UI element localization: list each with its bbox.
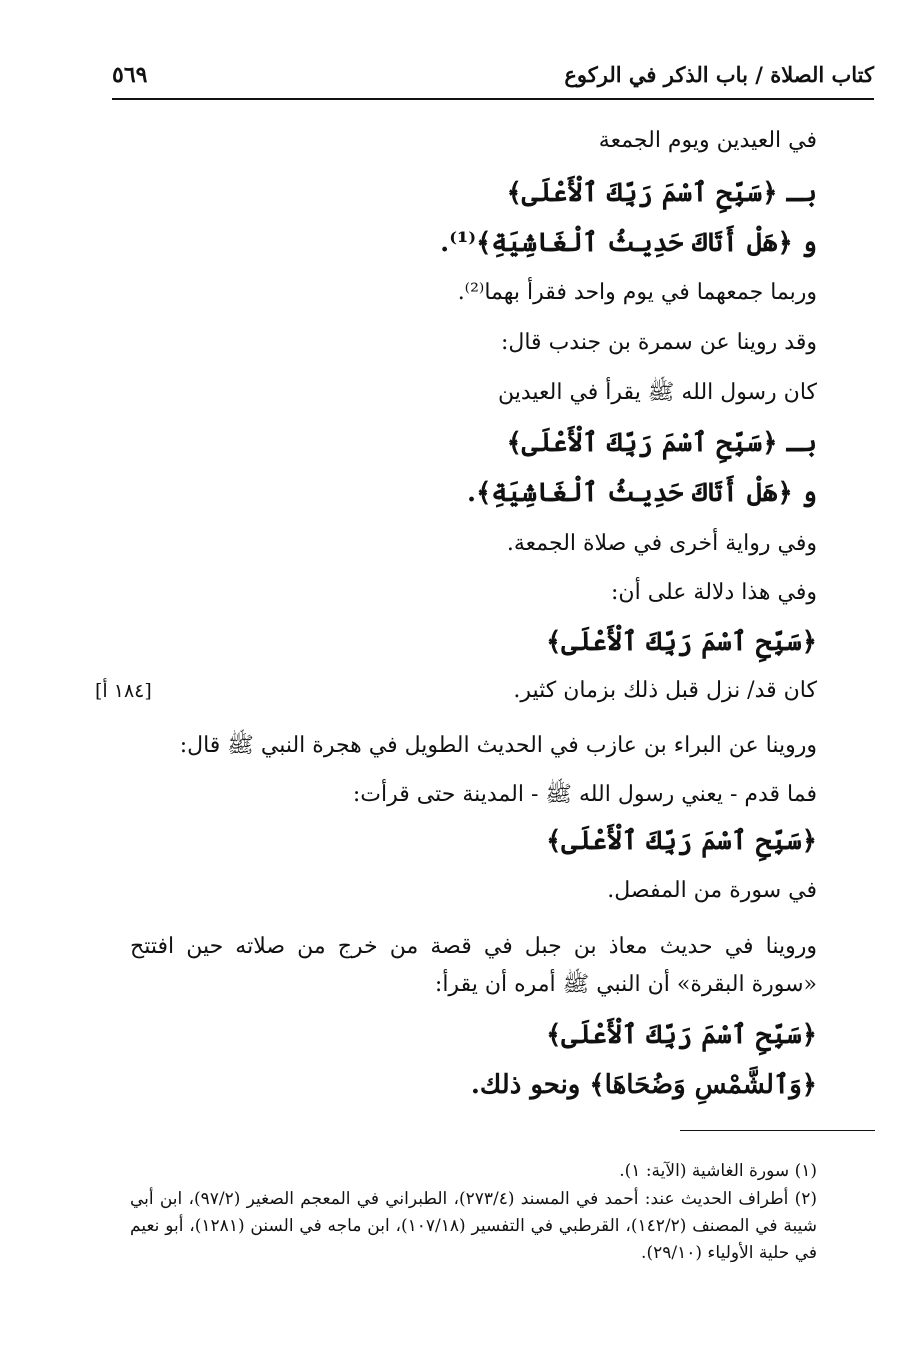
text-line: وروينا عن البراء بن عازب في الحديث الطويل في هجرة النبي ﷺ قال: [179,733,817,758]
verse-line: بـ ﴿سَبِّحِ ٱسْمَ رَبِّكَ ٱلْأَعْلَى﴾ [506,178,817,208]
text-line: كان قد/ نزل قبل ذلك بزمان كثير. [513,678,817,703]
running-header [112,58,874,100]
text-paragraph: وروينا في حديث معاذ بن جبل في قصة من خرج من صلاته حين افتتح «سورة البقرة» أن النبي ﷺ أمره أن يقرأ: [130,934,817,997]
verse-line: بـ ﴿سَبِّحِ ٱسْمَ رَبِّكَ ٱلْأَعْلَى﴾ [506,428,817,458]
verse-line: و ﴿هَلْ أَتَاكَ حَدِيثُ ٱلْغَاشِيَةِ﴾. [467,478,817,508]
text-line: فما قدم - يعني رسول الله ﷺ - المدينة حتى قرأت: [352,782,817,807]
text-line: وفي هذا دلالة على أن: [611,580,817,605]
footnote-separator [680,1130,875,1131]
text-line: في العيدين ويوم الجمعة [598,128,817,153]
verse-line: ﴿سَبِّحِ ٱسْمَ رَبِّكَ ٱلْأَعْلَى﴾ [546,1020,817,1050]
verse-line: ﴿وَٱلشَّمْسِ وَضُحَاهَا﴾ ونحو ذلك. [470,1070,817,1100]
footnote: (٢) أطراف الحديث عند: أحمد في المسند (٢٧٣/٤)، الطبراني في المعجم الصغير (٩٧/٢)، ابن أبي شيبة في المصنف (١٤٢/٢)، القرطبي في التفسير (١٠٧/١٨)، ابن ماجه في السنن (١٢٨١)، أبو نعيم في حلية الأولياء (٢٩/١٠). [130,1189,818,1263]
text-line: وفي رواية أخرى في صلاة الجمعة. [506,531,817,556]
verse-line: و ﴿هَلْ أَتَاكَ حَدِيثُ ٱلْغَاشِيَةِ﴾⁽¹⁾. [440,228,817,258]
folio-margin-note: [١٨٤ أ] [95,680,152,702]
text-line: وربما جمعهما في يوم واحد فقرأ بهما⁽²⁾. [457,280,817,305]
footnote: (١) سورة الغاشية (الآية: ١). [619,1161,817,1181]
text-line: كان رسول الله ﷺ يقرأ في العيدين [497,380,817,405]
verse-line: ﴿سَبِّحِ ٱسْمَ رَبِّكَ ٱلْأَعْلَى﴾ [546,627,817,657]
page-number: ٥٦٩ [112,62,148,88]
text-line: في سورة من المفصل. [607,878,817,903]
text-line: وقد روينا عن سمرة بن جندب قال: [500,330,817,355]
verse-line: ﴿سَبِّحِ ٱسْمَ رَبِّكَ ٱلْأَعْلَى﴾ [546,826,817,856]
running-title: كتاب الصلاة / باب الذكر في الركوع [564,62,874,87]
